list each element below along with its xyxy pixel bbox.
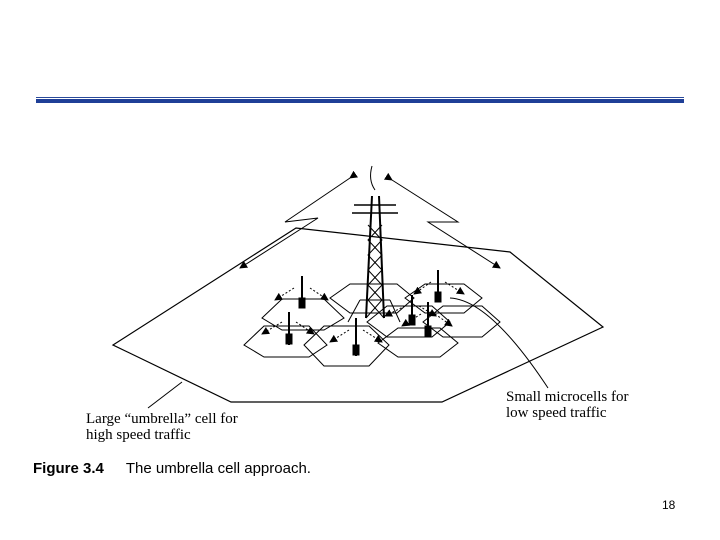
micro-label-line1: Small microcells for: [506, 389, 629, 405]
microcell: [423, 306, 500, 337]
figure-caption: [33, 460, 311, 477]
microcell: [405, 284, 482, 313]
microcell-antenna: [286, 312, 292, 345]
umbrella-cell: [113, 228, 603, 402]
microcell-antenna: [425, 302, 431, 336]
microcell: [378, 328, 458, 357]
microcell-callout-line: [450, 298, 548, 388]
microcell-label: [506, 389, 628, 421]
figure-caption-text: The umbrella cell approach.: [125, 460, 311, 477]
umbrella-label-line1: Large “umbrella” cell for: [86, 411, 238, 427]
umbrella-callout-line: [148, 382, 182, 408]
umbrella-tower: [348, 166, 400, 322]
umbrella-label-line2: high speed traffic: [86, 427, 191, 443]
umbrella-cell-label: [86, 411, 238, 443]
microcell: [304, 326, 389, 366]
microcell-coverage-arrows: [262, 282, 464, 342]
microcell: [330, 284, 414, 313]
figure-number: Figure 3.4: [33, 460, 104, 477]
page-number: 18: [662, 498, 676, 512]
microcell-antenna: [299, 276, 305, 308]
microcell-antenna: [435, 270, 441, 302]
microcell-antenna: [353, 318, 359, 356]
micro-label-line2: low speed traffic: [506, 405, 607, 421]
